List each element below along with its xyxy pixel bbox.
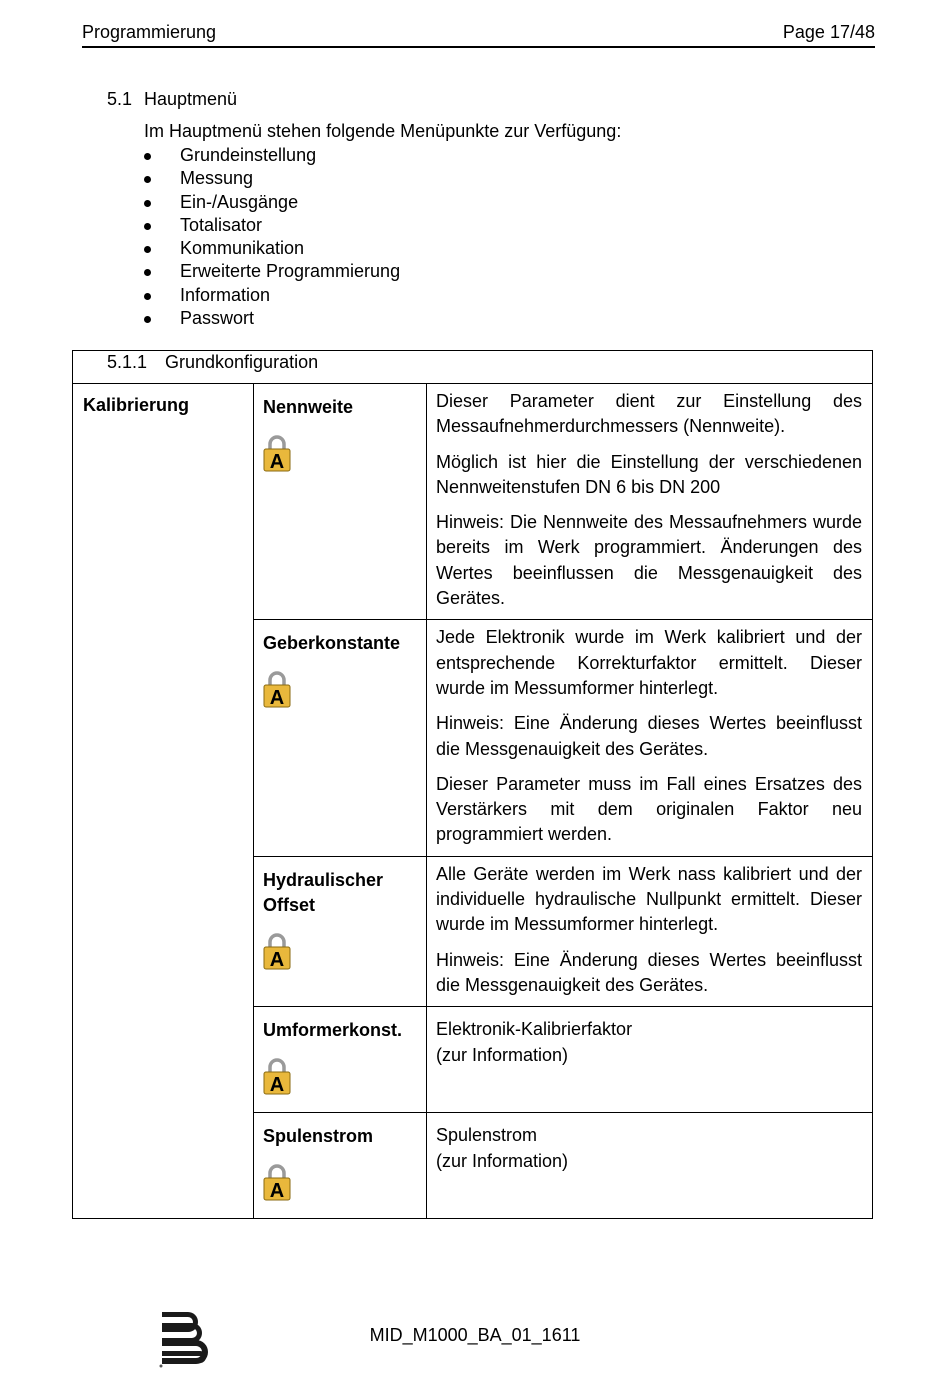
intro-text: Im Hauptmenü stehen folgende Menüpunkte zur Verfügung: xyxy=(144,121,622,141)
description-cell xyxy=(427,856,873,1006)
description-paragraph: Alle Geräte werden im Werk nass kalibriert und der individuelle hydraulische Nullpunkt ermittelt. Dieser wurde im Messumformer hinterlegt. xyxy=(436,863,863,935)
page-number: Page 17/48 xyxy=(782,22,875,42)
list-item xyxy=(144,307,400,330)
description-cell xyxy=(427,384,873,620)
description-paragraph: Elektronik-Kalibrierfaktor xyxy=(436,1019,633,1040)
description-paragraph: Hinweis: Eine Änderung dieses Wertes beeinflusst die Messgenauigkeit des Gerätes. xyxy=(436,713,863,759)
description-cell xyxy=(427,1113,873,1219)
description-paragraph: Möglich ist hier die Einstellung der verschiedenen Nennweitenstufen DN 6 bis DN 200 xyxy=(436,451,863,497)
bullet-icon xyxy=(144,246,151,253)
header-title: Programmierung xyxy=(82,22,217,42)
section-heading xyxy=(107,89,237,110)
list-item-label: Totalisator xyxy=(180,214,263,235)
param-name: Offset xyxy=(263,894,316,915)
param-cell xyxy=(254,1113,427,1219)
grundkonfiguration-table xyxy=(72,350,873,1219)
lock-icon xyxy=(263,434,291,472)
list-item-label: Messung xyxy=(180,168,254,189)
bullet-icon xyxy=(144,153,151,160)
category-cell: Kalibrierung xyxy=(73,384,254,1219)
param-cell xyxy=(254,1007,427,1113)
lock-icon xyxy=(263,932,291,970)
menu-item-list xyxy=(144,144,400,330)
list-item xyxy=(144,237,400,260)
list-item xyxy=(144,144,400,167)
subsection-title: Grundkonfiguration xyxy=(165,352,319,372)
param-cell xyxy=(254,620,427,856)
page-header xyxy=(82,22,875,48)
bullet-icon xyxy=(144,223,151,230)
param-cell xyxy=(254,856,427,1006)
description-paragraph: Hinweis: Die Nennweite des Messaufnehmers wurde bereits im Werk programmiert. Änderungen des Wertes beeinflussen die Messgenauigkeit des Gerätes. xyxy=(436,512,863,609)
param-name: Hydraulischer xyxy=(263,869,384,890)
list-item-label: Grundeinstellung xyxy=(180,145,317,165)
list-item-label: Information xyxy=(180,284,271,305)
list-item xyxy=(144,214,400,237)
list-item-label: Passwort xyxy=(180,308,255,329)
lock-icon xyxy=(263,1163,291,1201)
list-item xyxy=(144,260,400,283)
description-paragraph: Jede Elektronik wurde im Werk kalibriert und der entsprechende Korrekturfaktor ermittelt. Dieser wurde im Messumformer hinterlegt. xyxy=(436,627,863,698)
description-paragraph: (zur Information) xyxy=(436,1044,569,1065)
description-paragraph: (zur Information) xyxy=(436,1150,569,1171)
lock-icon xyxy=(263,1057,291,1095)
section-title: Hauptmenü xyxy=(144,89,238,109)
description-paragraph: Dieser Parameter dient zur Einstellung des Messaufnehmerdurchmessers (Nennweite). xyxy=(436,391,863,437)
svg-text:A: A xyxy=(269,451,285,472)
list-item xyxy=(144,284,400,307)
description-paragraph: Hinweis: Eine Änderung dieses Wertes beeinflusst die Messgenauigkeit des Gerätes. xyxy=(436,949,863,995)
description-cell xyxy=(427,1007,873,1113)
param-name: Umformerkonst. xyxy=(263,1020,403,1041)
bullet-icon xyxy=(144,269,151,276)
param-name: Nennweite xyxy=(263,397,354,417)
param-cell xyxy=(254,384,427,620)
document-id: MID_M1000_BA_01_1611 xyxy=(369,1325,581,1345)
param-name: Geberkonstante xyxy=(263,633,401,654)
svg-text:A: A xyxy=(269,1074,285,1096)
subsection-number: 5.1.1 xyxy=(107,352,148,372)
description-paragraph: Spulenstrom xyxy=(436,1125,538,1146)
list-item xyxy=(144,167,400,190)
svg-text:A: A xyxy=(269,948,285,970)
description-paragraph: Dieser Parameter muss im Fall eines Ersatzes des Verstärkers mit dem originalen Faktor neu programmiert werden. xyxy=(436,773,863,845)
list-item-label: Ein-/Ausgänge xyxy=(180,191,299,212)
section-number: 5.1 xyxy=(107,89,133,109)
svg-text:A: A xyxy=(269,687,285,709)
list-item-label: Erweiterte Programmierung xyxy=(180,261,401,282)
bullet-icon xyxy=(144,200,151,207)
list-item-label: Kommunikation xyxy=(180,238,305,259)
bullet-icon xyxy=(144,293,151,300)
list-item xyxy=(144,191,400,214)
description-cell xyxy=(427,620,873,856)
bullet-icon xyxy=(144,316,151,323)
table-caption xyxy=(73,351,873,384)
lock-icon xyxy=(263,670,291,708)
svg-text:A: A xyxy=(269,1180,285,1202)
param-name: Spulenstrom xyxy=(263,1126,374,1147)
bullet-icon xyxy=(144,176,151,183)
